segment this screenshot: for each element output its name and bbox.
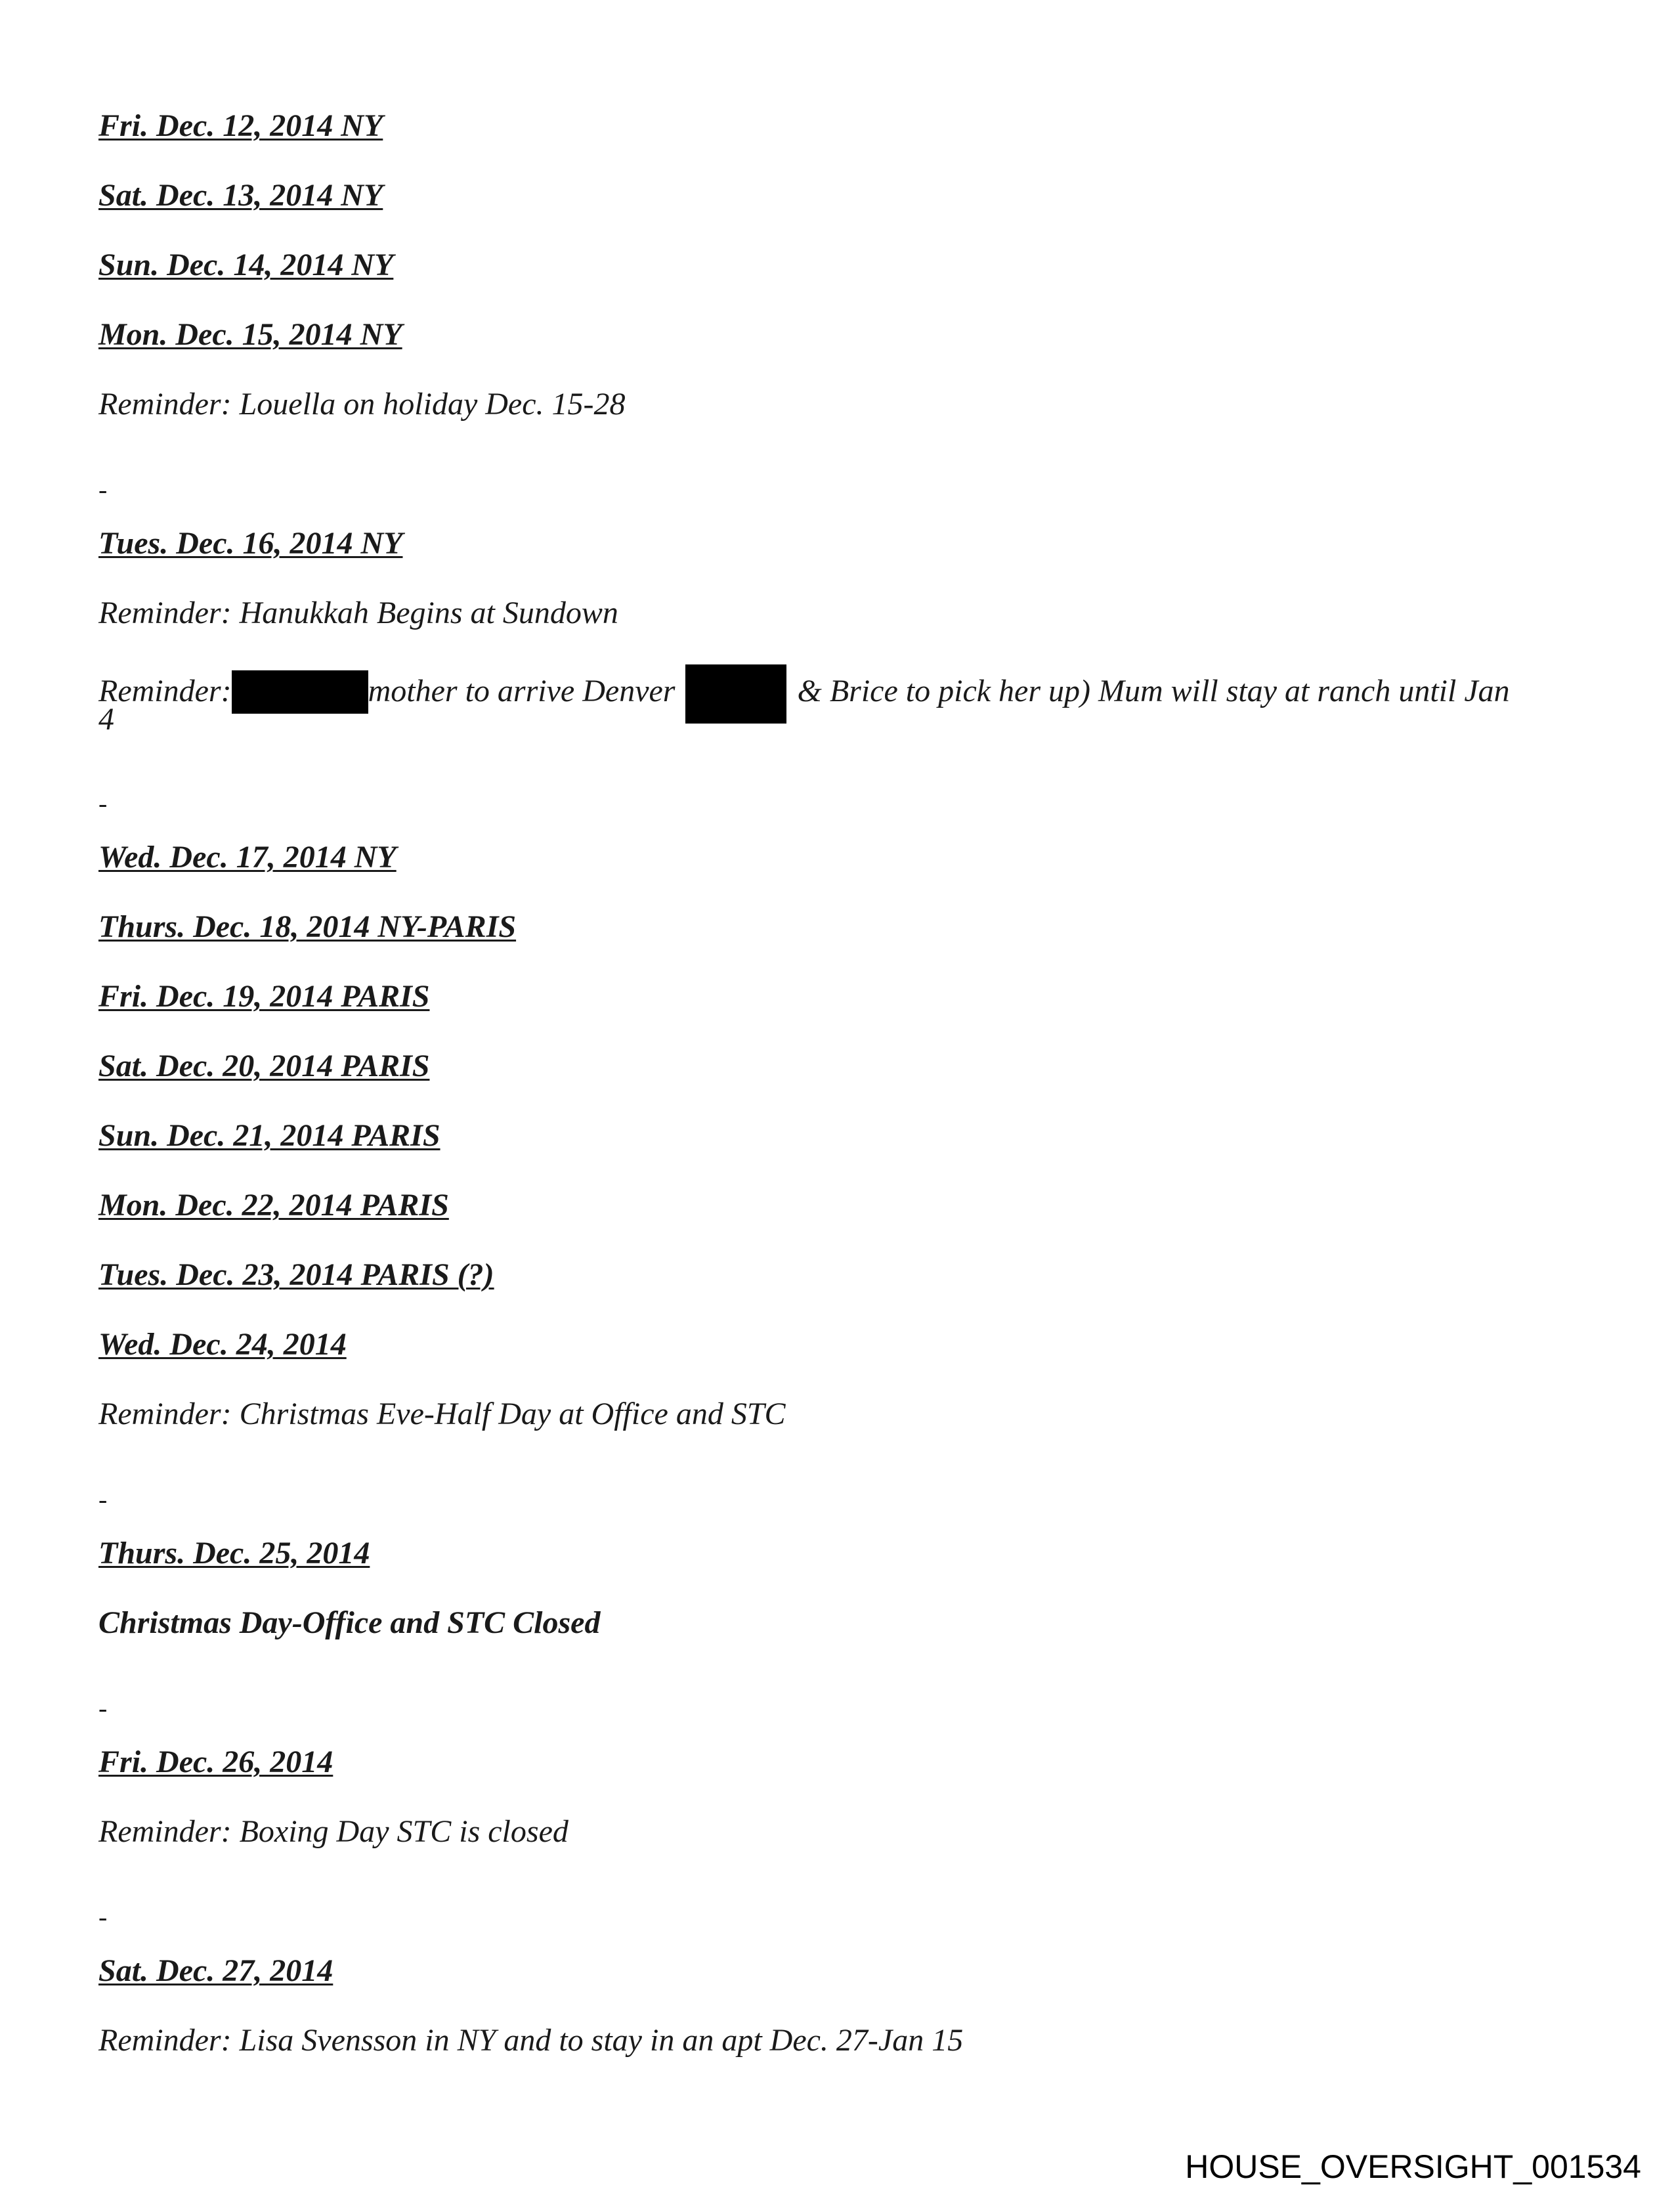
reminder-dec-16-continued: 4 xyxy=(98,702,114,737)
bates-number: HOUSE_OVERSIGHT_001534 xyxy=(1185,2148,1641,2185)
redaction-box xyxy=(685,664,786,724)
date-heading-dec-17: Wed. Dec. 17, 2014 NY xyxy=(98,840,397,875)
reminder-dec-26: Reminder: Boxing Day STC is closed xyxy=(98,1814,569,1849)
date-heading-dec-25: Thurs. Dec. 25, 2014 xyxy=(98,1536,370,1571)
date-heading-dec-15: Mon. Dec. 15, 2014 NY xyxy=(98,317,402,352)
separator: - xyxy=(98,1485,108,1514)
reminder-text-part: & Brice to pick her up) Mum will stay at ranch until Jan xyxy=(797,674,1510,709)
reminder-dec-16-arrival xyxy=(98,664,1510,724)
reminder-dec-24: Reminder: Christmas Eve-Half Day at Office and STC xyxy=(98,1397,786,1431)
date-heading-dec-21: Sun. Dec. 21, 2014 PARIS xyxy=(98,1118,440,1153)
reminder-dec-16-hanukkah: Reminder: Hanukkah Begins at Sundown xyxy=(98,596,618,630)
reminder-text-part: mother to arrive Denver xyxy=(368,674,676,709)
date-heading-dec-20: Sat. Dec. 20, 2014 PARIS xyxy=(98,1049,430,1083)
date-heading-dec-27: Sat. Dec. 27, 2014 xyxy=(98,1953,333,1988)
date-heading-dec-23: Tues. Dec. 23, 2014 PARIS (?) xyxy=(98,1257,494,1292)
separator: - xyxy=(98,1902,108,1932)
reminder-label: Reminder: xyxy=(98,674,232,709)
date-heading-dec-13: Sat. Dec. 13, 2014 NY xyxy=(98,178,383,213)
note-dec-25: Christmas Day-Office and STC Closed xyxy=(98,1605,601,1640)
date-heading-dec-26: Fri. Dec. 26, 2014 xyxy=(98,1745,333,1779)
date-heading-dec-12: Fri. Dec. 12, 2014 NY xyxy=(98,108,383,143)
reminder-dec-15: Reminder: Louella on holiday Dec. 15-28 xyxy=(98,387,626,422)
reminder-dec-27: Reminder: Lisa Svensson in NY and to stay in an apt Dec. 27-Jan 15 xyxy=(98,2023,964,2058)
date-heading-dec-18: Thurs. Dec. 18, 2014 NY-PARIS xyxy=(98,909,517,944)
date-heading-dec-22: Mon. Dec. 22, 2014 PARIS xyxy=(98,1188,449,1223)
separator: - xyxy=(98,789,108,818)
date-heading-dec-16: Tues. Dec. 16, 2014 NY xyxy=(98,526,403,561)
separator: - xyxy=(98,1693,108,1723)
date-heading-dec-24: Wed. Dec. 24, 2014 xyxy=(98,1327,347,1362)
date-heading-dec-14: Sun. Dec. 14, 2014 NY xyxy=(98,248,394,282)
date-heading-dec-19: Fri. Dec. 19, 2014 PARIS xyxy=(98,979,430,1014)
redaction-box xyxy=(232,670,368,714)
separator: - xyxy=(98,475,108,504)
